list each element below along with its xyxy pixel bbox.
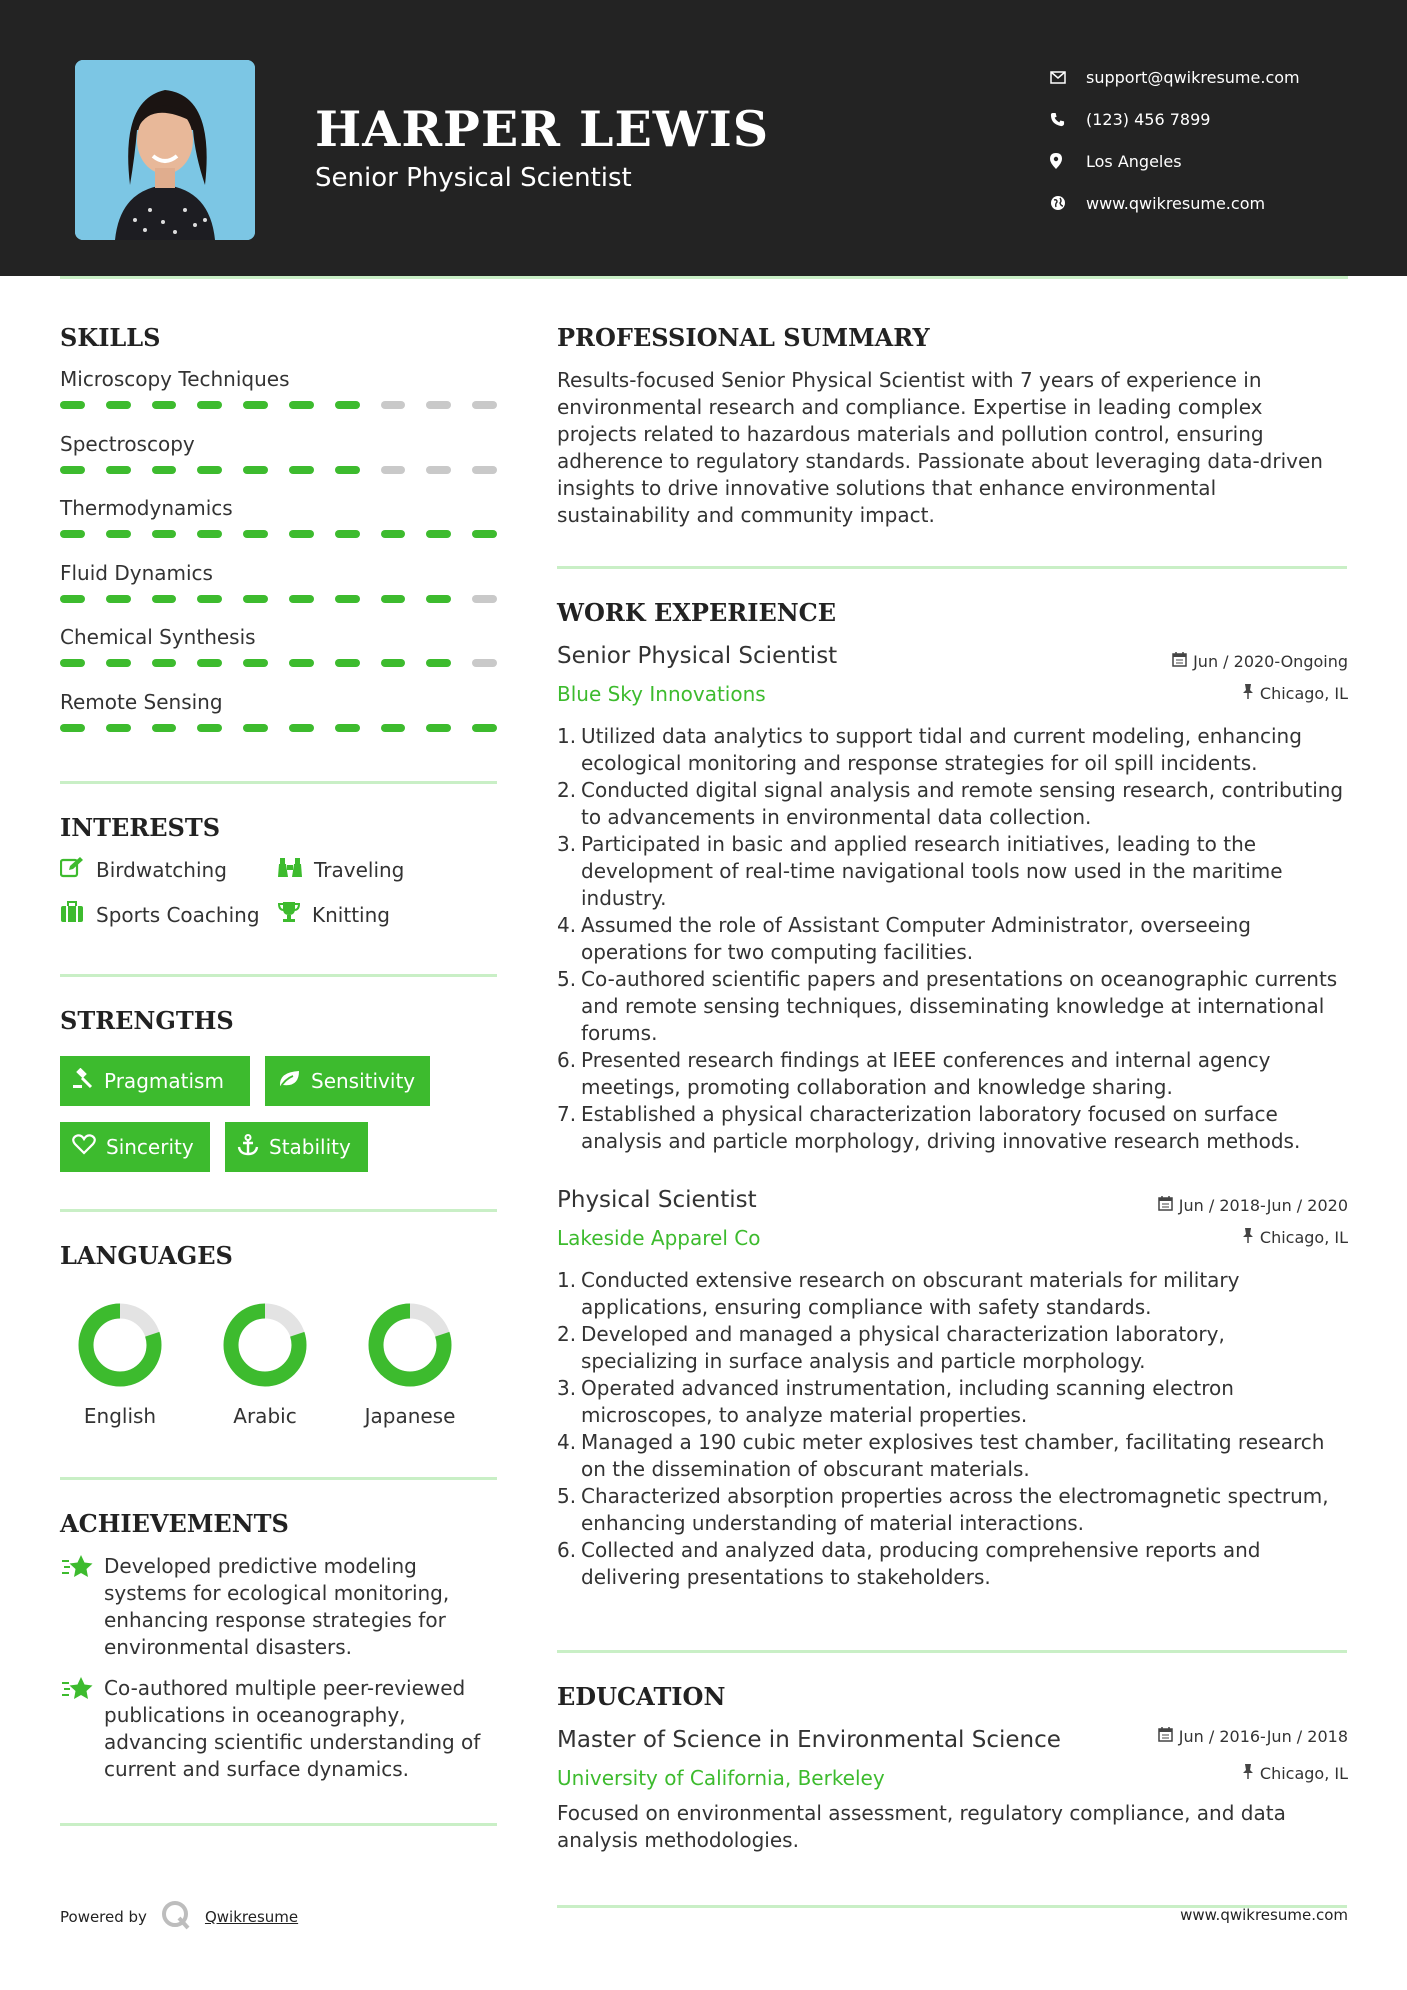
- skill-dash-filled: [152, 401, 177, 409]
- skill-dash-filled: [197, 530, 222, 538]
- skill-dash-filled: [426, 595, 451, 603]
- skill-dash-filled: [381, 595, 406, 603]
- list-number: 6.: [557, 1048, 577, 1072]
- skill-level-meter: [60, 401, 497, 409]
- list-text: Characterized absorption properties across the electromagnetic spectrum, enhancing understanding of material interactions.: [581, 1484, 1329, 1535]
- skill-dash-filled: [60, 659, 85, 667]
- interests-heading: INTERESTS: [60, 813, 221, 842]
- skill-dash-empty: [381, 466, 406, 474]
- skill-dash-filled: [335, 530, 360, 538]
- skill-dash-filled: [243, 724, 268, 732]
- summary-text: Results-focused Senior Physical Scientist with 7 years of experience in environmental research and compliance. Expertise in leading complex projects related to hazardous materials and pollution control, ensuring adherence to regulatory standards. Passionate about leveraging data-driven insights to drive innovative solutions that enhance environmental sustainability and community impact.: [557, 368, 1323, 527]
- skill-dash-filled: [426, 530, 451, 538]
- skill-level-meter: [60, 530, 497, 538]
- skill-dash-filled: [106, 659, 131, 667]
- list-text: Conducted digital signal analysis and remote sensing research, contributing to advancements in environmental data collection.: [581, 778, 1344, 829]
- skill-dash-filled: [197, 724, 222, 732]
- school-name: University of California, Berkeley: [557, 1766, 885, 1790]
- globe-icon: [1050, 195, 1086, 211]
- list-item: [557, 723, 1347, 777]
- list-text: Established a physical characterization laboratory focused on surface analysis and particle morphology, driving innovative research methods.: [581, 1102, 1301, 1153]
- skill-dash-empty: [472, 401, 497, 409]
- list-number: 6.: [557, 1538, 577, 1562]
- section-divider: [60, 781, 497, 784]
- skill-dash-filled: [106, 466, 131, 474]
- company-name: Blue Sky Innovations: [557, 682, 766, 706]
- list-number: 5.: [557, 1484, 577, 1508]
- skill-item: [60, 432, 497, 474]
- section-divider: [60, 1477, 497, 1480]
- skill-dash-filled: [472, 530, 497, 538]
- section-divider: [557, 1650, 1347, 1653]
- star-icon: [60, 1553, 94, 1661]
- education-date: [1158, 1727, 1348, 1746]
- skill-level-meter: [60, 659, 497, 667]
- list-text: Co-authored scientific papers and presentations on oceanographic currents and remote sensing techniques, disseminating knowledge at international forums.: [581, 967, 1338, 1045]
- list-item: [557, 1483, 1347, 1537]
- list-number: 4.: [557, 1430, 577, 1454]
- skill-dash-filled: [152, 659, 177, 667]
- summary-heading: PROFESSIONAL SUMMARY: [557, 323, 930, 352]
- job-date: [1158, 1196, 1348, 1215]
- skill-item: [60, 561, 497, 603]
- phone-icon: [1050, 112, 1086, 127]
- list-text: Presented research findings at IEEE conferences and internal agency meetings, promoting collaboration and knowledge sharing.: [581, 1048, 1271, 1099]
- list-item: [557, 1429, 1347, 1483]
- star-icon: [60, 1675, 94, 1783]
- job-date: [1172, 652, 1348, 671]
- skill-dash-filled: [106, 724, 131, 732]
- qwikresume-logo-icon: [161, 1900, 191, 1934]
- strength-label: Sincerity: [106, 1135, 194, 1159]
- skill-dash-filled: [243, 595, 268, 603]
- skill-dash-filled: [60, 595, 85, 603]
- achievement-text: Developed predictive modeling systems for ecological monitoring, enhancing response strategies for environmental disasters.: [104, 1554, 450, 1659]
- list-text: Conducted extensive research on obscurant materials for military applications, ensuring compliance with safety standards.: [581, 1268, 1240, 1319]
- skill-name: Chemical Synthesis: [60, 625, 256, 649]
- skill-level-meter: [60, 466, 497, 474]
- interest-label: Sports Coaching: [96, 902, 260, 927]
- job-bullets: [557, 723, 1347, 1155]
- list-text: Assumed the role of Assistant Computer Administrator, overseeing operations for two computing facilities.: [581, 913, 1251, 964]
- skill-name: Microscopy Techniques: [60, 367, 290, 391]
- interest-item: [60, 856, 227, 883]
- job-date-text: Jun / 2018-Jun / 2020: [1178, 1196, 1348, 1215]
- job-date-text: Jun / 2020-Ongoing: [1193, 652, 1348, 671]
- contact-phone-text: (123) 456 7899: [1086, 109, 1211, 129]
- skill-dash-filled: [197, 659, 222, 667]
- list-number: 2.: [557, 1322, 577, 1346]
- list-item: [557, 831, 1347, 912]
- contact-list: [1050, 56, 1300, 224]
- language-ring: [75, 1300, 165, 1390]
- education-date-text: Jun / 2016-Jun / 2018: [1178, 1727, 1348, 1746]
- interest-item: [60, 901, 260, 928]
- skill-item: [60, 690, 497, 732]
- skill-dash-filled: [335, 401, 360, 409]
- list-number: 1.: [557, 724, 577, 748]
- skill-dash-filled: [335, 659, 360, 667]
- list-number: 2.: [557, 778, 577, 802]
- skill-dash-filled: [197, 595, 222, 603]
- list-number: 1.: [557, 1268, 577, 1292]
- list-item: [557, 1321, 1347, 1375]
- skill-dash-empty: [381, 401, 406, 409]
- list-item: [557, 912, 1347, 966]
- job-location-text: Chicago, IL: [1259, 1228, 1348, 1247]
- envelope-icon: [1050, 71, 1086, 84]
- calendar-icon: [1158, 1727, 1173, 1746]
- strength-badge: [60, 1122, 210, 1172]
- binoculars-icon: [278, 856, 302, 883]
- skill-dash-filled: [60, 530, 85, 538]
- list-item: [557, 1267, 1347, 1321]
- skill-dash-filled: [243, 530, 268, 538]
- language-item: [45, 1300, 195, 1428]
- skill-dash-filled: [152, 595, 177, 603]
- strength-badge: [265, 1056, 430, 1106]
- candidate-title: Senior Physical Scientist: [315, 163, 632, 193]
- list-number: 4.: [557, 913, 577, 937]
- job-location: [1242, 1228, 1348, 1247]
- skill-dash-filled: [243, 401, 268, 409]
- job-title: Senior Physical Scientist: [557, 643, 838, 669]
- skill-dash-filled: [335, 724, 360, 732]
- skill-dash-filled: [289, 659, 314, 667]
- education-location-text: Chicago, IL: [1259, 1764, 1348, 1783]
- skill-dash-filled: [289, 466, 314, 474]
- job-location: [1242, 684, 1348, 703]
- skill-dash-filled: [335, 595, 360, 603]
- list-number: 3.: [557, 1376, 577, 1400]
- language-label: Arabic: [233, 1404, 297, 1428]
- skill-dash-filled: [289, 530, 314, 538]
- list-item: [557, 777, 1347, 831]
- list-text: Operated advanced instrumentation, including scanning electron microscopes, to analyze material properties.: [581, 1376, 1234, 1427]
- skill-dash-filled: [60, 724, 85, 732]
- list-item: [557, 1101, 1347, 1155]
- calendar-icon: [1158, 1196, 1173, 1215]
- skill-dash-empty: [472, 595, 497, 603]
- skill-dash-filled: [60, 466, 85, 474]
- strength-label: Stability: [269, 1135, 351, 1159]
- skill-dash-filled: [381, 530, 406, 538]
- pushpin-icon: [1242, 684, 1254, 703]
- language-ring: [220, 1300, 310, 1390]
- skill-dash-filled: [197, 401, 222, 409]
- interest-item: [278, 901, 390, 928]
- list-item: [557, 1047, 1347, 1101]
- language-item: [335, 1300, 485, 1428]
- achievement-item: [60, 1675, 500, 1783]
- skill-dash-filled: [381, 724, 406, 732]
- strength-label: Sensitivity: [311, 1069, 416, 1093]
- skill-dash-filled: [243, 659, 268, 667]
- skill-dash-filled: [60, 401, 85, 409]
- skill-name: Fluid Dynamics: [60, 560, 213, 585]
- skill-dash-filled: [197, 466, 222, 474]
- list-text: Participated in basic and applied research initiatives, leading to the development of real-time navigational tools now used in the maritime industry.: [581, 832, 1283, 910]
- skill-dash-filled: [289, 595, 314, 603]
- skill-level-meter: [60, 595, 497, 603]
- skills-heading: SKILLS: [60, 323, 161, 352]
- profile-photo: [75, 60, 255, 240]
- skill-item: [60, 625, 497, 667]
- list-number: 5.: [557, 967, 577, 991]
- contact-phone[interactable]: [1050, 98, 1300, 140]
- briefcase-icon: [60, 901, 84, 928]
- skill-dash-filled: [152, 466, 177, 474]
- skill-item: [60, 496, 497, 538]
- achievement-text: Co-authored multiple peer-reviewed publications in oceanography, advancing scientific understanding of current and surface dynamics.: [104, 1676, 481, 1781]
- header-divider: [60, 276, 1348, 279]
- skill-dash-filled: [472, 724, 497, 732]
- skill-dash-empty: [426, 466, 451, 474]
- trophy-icon: [278, 901, 300, 928]
- language-label: English: [83, 1404, 157, 1428]
- achievement-item: [60, 1553, 500, 1661]
- experience-heading: WORK EXPERIENCE: [557, 598, 837, 627]
- contact-website[interactable]: [1050, 182, 1300, 224]
- contact-location: [1050, 140, 1300, 182]
- skill-dash-filled: [152, 724, 177, 732]
- skill-dash-filled: [335, 466, 360, 474]
- education-description: Focused on environmental assessment, regulatory compliance, and data analysis methodologies.: [557, 1801, 1286, 1852]
- skill-dash-empty: [472, 659, 497, 667]
- skill-dash-filled: [426, 659, 451, 667]
- contact-email[interactable]: [1050, 56, 1300, 98]
- list-number: 3.: [557, 832, 577, 856]
- list-item: [557, 1375, 1347, 1429]
- job-title: Physical Scientist: [557, 1187, 757, 1213]
- candidate-name: HARPER LEWIS: [315, 100, 770, 158]
- education-location: [1242, 1764, 1348, 1783]
- skill-name: Remote Sensing: [60, 689, 223, 714]
- section-divider: [60, 1823, 497, 1826]
- strengths-heading: STRENGTHS: [60, 1006, 234, 1035]
- leaf-icon: [277, 1069, 301, 1094]
- list-item: [557, 966, 1347, 1047]
- education-heading: EDUCATION: [557, 1682, 726, 1711]
- degree-title: Master of Science in Environmental Science: [557, 1727, 1061, 1753]
- pushpin-icon: [1242, 1228, 1254, 1247]
- achievements-heading: ACHIEVEMENTS: [60, 1509, 289, 1538]
- skill-dash-filled: [289, 401, 314, 409]
- contact-location-text: Los Angeles: [1086, 151, 1182, 171]
- strength-badge: [60, 1056, 250, 1106]
- skill-dash-empty: [426, 401, 451, 409]
- contact-website-text: www.qwikresume.com: [1086, 193, 1266, 213]
- skill-dash-filled: [289, 724, 314, 732]
- languages-heading: LANGUAGES: [60, 1241, 233, 1270]
- qwikresume-link[interactable]: Qwikresume: [204, 1908, 299, 1926]
- list-text: Utilized data analytics to support tidal and current modeling, enhancing ecological monitoring and response strategies for oil spill incidents.: [581, 724, 1302, 775]
- interest-label: Knitting: [312, 902, 390, 927]
- footer-website[interactable]: www.qwikresume.com: [1180, 1906, 1348, 1924]
- strength-badge: [225, 1122, 368, 1172]
- language-ring: [365, 1300, 455, 1390]
- interest-label: Birdwatching: [96, 857, 227, 882]
- pushpin-icon: [1242, 1764, 1254, 1783]
- skill-dash-filled: [426, 724, 451, 732]
- list-text: Collected and analyzed data, producing comprehensive reports and delivering presentations to stakeholders.: [581, 1538, 1261, 1589]
- list-number: 7.: [557, 1102, 577, 1126]
- skill-dash-filled: [106, 401, 131, 409]
- skill-dash-empty: [472, 466, 497, 474]
- list-item: [557, 1537, 1347, 1591]
- skill-dash-filled: [106, 530, 131, 538]
- contact-email-text: support@qwikresume.com: [1086, 67, 1300, 87]
- list-text: Managed a 190 cubic meter explosives test chamber, facilitating research on the dissemination of obscurant materials.: [581, 1430, 1325, 1481]
- language-item: [190, 1300, 340, 1428]
- list-text: Developed and managed a physical characterization laboratory, specializing in surface analysis and particle morphology.: [581, 1322, 1225, 1373]
- strength-label: Pragmatism: [104, 1069, 224, 1093]
- job-bullets: [557, 1267, 1347, 1591]
- calendar-icon: [1172, 652, 1187, 671]
- job-location-text: Chicago, IL: [1259, 684, 1348, 703]
- map-pin-icon: [1050, 153, 1086, 169]
- heart-icon: [72, 1134, 96, 1160]
- resume-header: [0, 0, 1407, 276]
- section-divider: [60, 1209, 497, 1212]
- skill-dash-filled: [381, 659, 406, 667]
- section-divider: [557, 566, 1347, 569]
- skill-dash-filled: [152, 530, 177, 538]
- skill-name: Spectroscopy: [60, 431, 195, 456]
- skill-dash-filled: [106, 595, 131, 603]
- powered-by-text: Powered by: [60, 1908, 147, 1926]
- skill-item: [60, 367, 497, 409]
- edit-icon: [60, 856, 84, 883]
- footer-powered: [60, 1900, 298, 1934]
- skill-name: Thermodynamics: [60, 496, 233, 520]
- skill-level-meter: [60, 724, 497, 732]
- language-label: Japanese: [364, 1404, 456, 1428]
- interest-item: [278, 856, 404, 883]
- anchor-icon: [237, 1134, 259, 1161]
- company-name: Lakeside Apparel Co: [557, 1226, 761, 1250]
- gavel-icon: [72, 1068, 94, 1095]
- interest-label: Traveling: [314, 857, 405, 882]
- section-divider: [60, 974, 497, 977]
- skill-dash-filled: [243, 466, 268, 474]
